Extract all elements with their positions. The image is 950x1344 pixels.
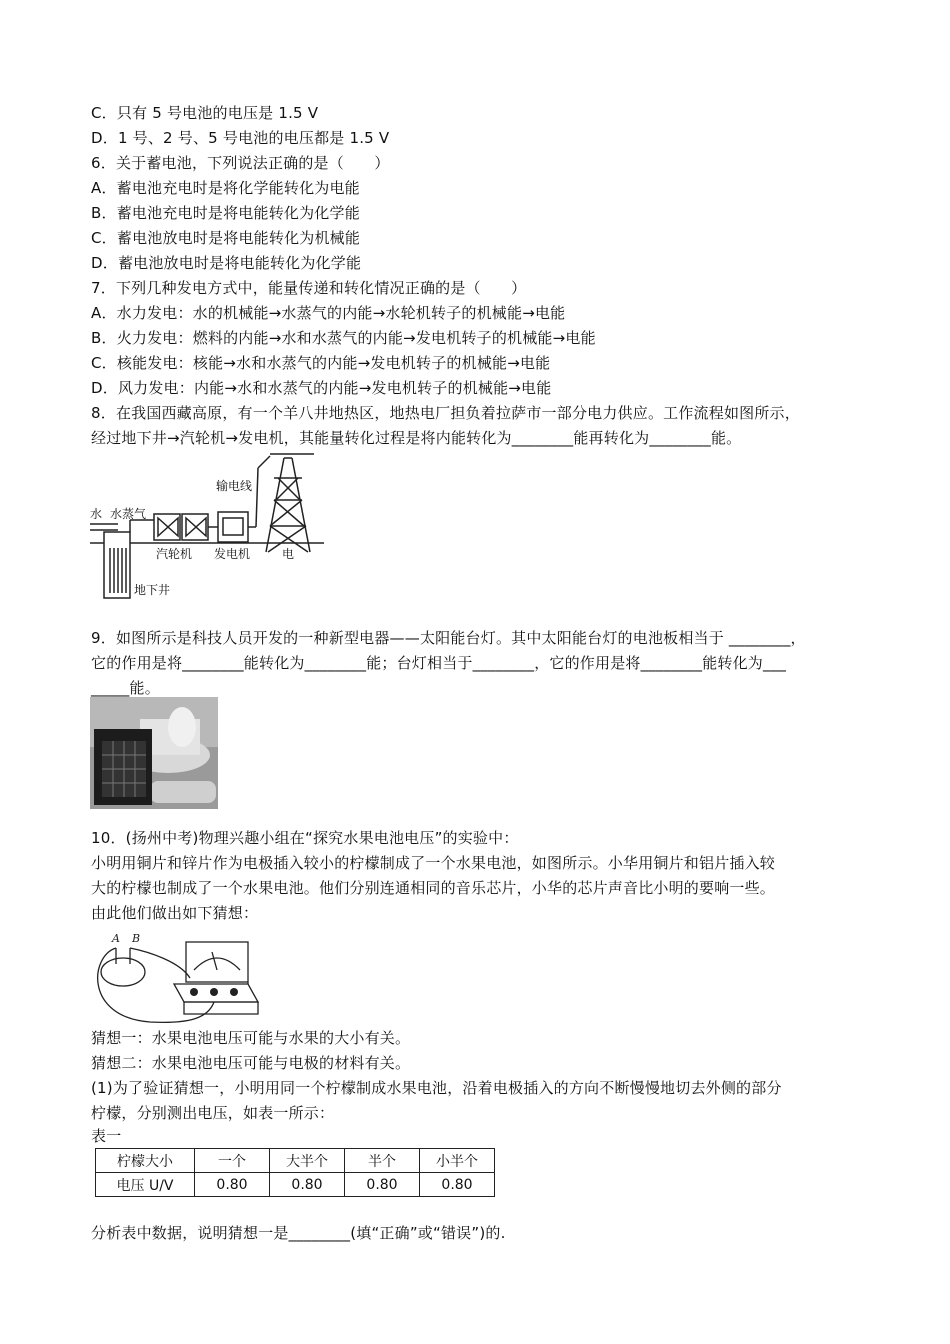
label-generator: 发电机	[214, 547, 251, 561]
table-header-cell: 大半个	[270, 1149, 345, 1173]
option-7c: C．核能发电：核能→水和水蒸气的内能→发电机转子的机械能→电能	[91, 354, 551, 372]
option-6a: A．蓄电池充电时是将化学能转化为电能	[91, 179, 360, 197]
table-cell: 0.80	[270, 1173, 345, 1197]
label-electrode-b: B	[132, 932, 141, 945]
question-6: 6．关于蓄电池，下列说法正确的是（ ）	[91, 154, 390, 172]
option-7d: D．风力发电：内能→水和水蒸气的内能→发电机转子的机械能→电能	[91, 379, 552, 397]
question-7: 7．下列几种发电方式中，能量传递和转化情况正确的是（ ）	[91, 279, 527, 297]
table-header-cell: 半个	[345, 1149, 420, 1173]
question-10-line3: 由此他们做出如下猜想：	[91, 904, 259, 922]
option-7b: B．火力发电：燃料的内能→水和水蒸气的内能→发电机转子的机械能→电能	[91, 329, 596, 347]
option-6d: D．蓄电池放电时是将电能转化为化学能	[91, 254, 362, 272]
table-cell: 0.80	[195, 1173, 270, 1197]
label-steam: 水蒸气	[110, 507, 147, 521]
question-8-line2: 经过地下井→汽轮机→发电机，其能量转化过程是将内能转化为________能再转化为________能。	[91, 429, 742, 447]
table-cell: 0.80	[420, 1173, 495, 1197]
part-1-line2: 柠檬，分别测出电压，如表一所示：	[91, 1104, 335, 1122]
lemon-battery-figure	[90, 922, 260, 1030]
label-electrode-a: A	[112, 932, 120, 945]
question-9-line2: 它的作用是将________能转化为________能；台灯相当于________，它的作用是将________能转化为___	[91, 654, 787, 672]
hypothesis-2: 猜想二：水果电池电压可能与电极的材料有关。	[91, 1054, 411, 1072]
question-10-line1: 小明用铜片和锌片作为电极插入较小的柠檬制成了一个水果电池，如图所示。小华用铜片和铝片插入较	[91, 854, 776, 872]
table-cell: 0.80	[345, 1173, 420, 1197]
option-7a: A．水力发电：水的机械能→水蒸气的内能→水轮机转子的机械能→电能	[91, 304, 566, 322]
question-10-title: 10．(扬州中考)物理兴趣小组在“探究水果电池电压”的实验中：	[91, 829, 519, 847]
question-9-line1: 9．如图所示是科技人员开发的一种新型电器——太阳能台灯。其中太阳能台灯的电池板相当于 ________，	[91, 629, 806, 647]
geothermal-plant-figure	[88, 448, 328, 603]
option-5c: C．只有 5 号电池的电压是 1.5 V	[91, 104, 319, 122]
option-6b: B．蓄电池充电时是将电能转化为化学能	[91, 204, 360, 222]
table-header-cell: 小半个	[420, 1149, 495, 1173]
table-row	[96, 1149, 495, 1173]
label-electricity: 电	[282, 547, 295, 561]
part-1-line1: (1)为了验证猜想一，小明用同一个柠檬制成水果电池，沿着电极插入的方向不断慢慢地切去外侧的部分	[91, 1079, 782, 1097]
table-header-cell: 柠檬大小	[96, 1149, 195, 1173]
question-9-line3: _____能。	[91, 679, 160, 697]
table-header-cell: 一个	[195, 1149, 270, 1173]
option-6c: C．蓄电池放电时是将电能转化为机械能	[91, 229, 361, 247]
label-water: 水	[90, 507, 103, 521]
table-cell: 电压 U/V	[96, 1173, 195, 1197]
question-10-line2: 大的柠檬也制成了一个水果电池。他们分别连通相同的音乐芯片，小华的芯片声音比小明的要响一些。	[91, 879, 776, 897]
question-8-line1: 8．在我国西藏高原，有一个羊八井地热区，地热电厂担负着拉萨市一部分电力供应。工作流程如图所示，	[91, 404, 800, 422]
analysis-line: 分析表中数据，说明猜想一是________(填“正确”或“错误”)的.	[91, 1224, 506, 1242]
option-5d: D．1 号、2 号、5 号电池的电压都是 1.5 V	[91, 129, 390, 147]
solar-lamp-photo	[90, 697, 218, 809]
hypothesis-1: 猜想一：水果电池电压可能与水果的大小有关。	[91, 1029, 411, 1047]
table-1	[95, 1148, 495, 1197]
table-row	[96, 1173, 495, 1197]
table-1-caption-text: 表一	[91, 1127, 122, 1145]
label-well: 地下井	[134, 583, 171, 597]
label-power-line: 输电线	[216, 479, 253, 493]
label-turbine: 汽轮机	[156, 547, 193, 561]
